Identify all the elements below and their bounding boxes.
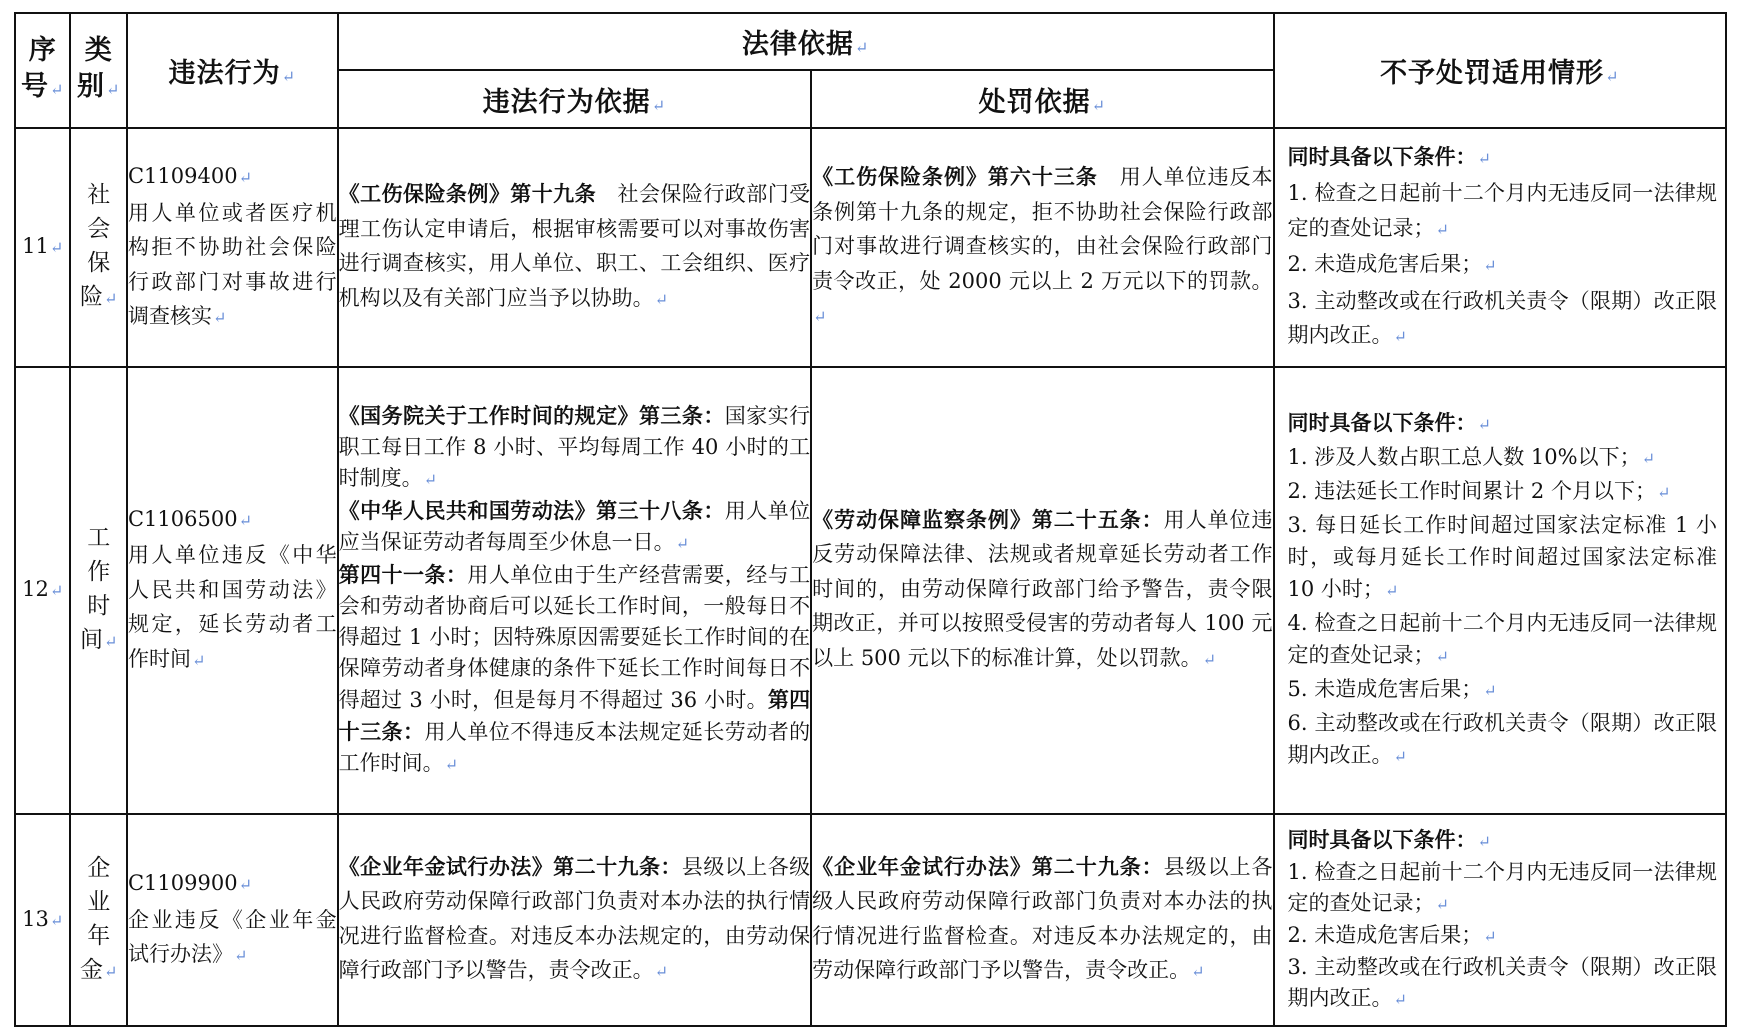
row-seq: 13↵ xyxy=(15,814,70,1026)
header-seq: 序号↵ xyxy=(15,13,70,128)
row-conditions: 同时具备以下条件：↵ 1. 检查之日起前十二个月内无违反同一法律规定的查处记录；↵ 2. 未造成危害后果；↵ 3. 主动整改或在行政机关责令（限期）改正限期内改正。↵ xyxy=(1274,814,1726,1026)
table-row xyxy=(15,128,1726,367)
violation-code: C1109900 xyxy=(127,871,238,896)
header-violation: 违法行为↵ xyxy=(127,13,338,128)
header-no-penalty: 不予处罚适用情形↵ xyxy=(1274,13,1726,128)
row-category: 工 作 时 间↵ xyxy=(70,367,127,814)
table-row xyxy=(15,814,1726,1026)
row-penalty-basis: 《工伤保险条例》第六十三条 用人单位违反本条例第十九条的规定，拒不协助社会保险行政部门对事故进行调查核实的，由社会保险行政部门责令改正，处 2000 元以上 2 万元以下的罚款。↵ xyxy=(811,128,1273,367)
header-category: 类别↵ xyxy=(70,13,127,128)
row-seq: 12↵ xyxy=(15,367,70,814)
row-penalty-basis: 《企业年金试行办法》第二十九条：县级以上各级人民政府劳动保障行政部门负责对本办法的执行情况进行监督检查。对违反本办法规定的，由劳动保障行政部门予以警告，责令改正。↵ xyxy=(811,814,1273,1026)
row-category: 社 会 保 险↵ xyxy=(70,128,127,367)
row-violation: C1109900↵ 企业违反《企业年金试行办法》↵ xyxy=(127,814,338,1026)
row-violation: C1109400↵ 用人单位或者医疗机构拒不协助社会保险行政部门对事故进行调查核实↵ xyxy=(127,128,338,367)
row-seq: 11↵ xyxy=(15,128,70,367)
violation-text: 用人单位违反《中华人民共和国劳动法》规定，延长劳动者工作时间 xyxy=(127,543,337,671)
header-violation-basis: 违法行为依据↵ xyxy=(338,70,811,128)
table-row xyxy=(15,367,1726,814)
row-violation-basis: 《国务院关于工作时间的规定》第三条：国家实行职工每日工作 8 小时、平均每周工作 40 小时的工时制度。↵ 《中华人民共和国劳动法》第三十八条：用人单位应当保证劳动者每周至少休息一日。↵ 第四十一条：用人单位由于生产经营需要，经与工会和劳动者协商后可以延长工作时间，一般每日不得超过 1 小时；因特殊原因需要延长工作时间的在保障劳动者身体健康的条件下延长工作时间每日不得超过 3 小时，但是每月不得超过 36 小时。第四十三条：用人单位不得违反本法规定延长劳动者的工作时间。↵ xyxy=(338,367,811,814)
row-violation-basis: 《工伤保险条例》第十九条 社会保险行政部门受理工伤认定申请后，根据审核需要可以对事故伤害进行调查核实，用人单位、职工、工会组织、医疗机构以及有关部门应当予以协助。↵ xyxy=(338,128,811,367)
row-violation: C1106500↵ 用人单位违反《中华人民共和国劳动法》规定，延长劳动者工作时间↵ xyxy=(127,367,338,814)
row-conditions: 同时具备以下条件：↵ 1. 检查之日起前十二个月内无违反同一法律规定的查处记录；↵ 2. 未造成危害后果；↵ 3. 主动整改或在行政机关责令（限期）改正限期内改正。↵ xyxy=(1274,128,1726,367)
header-penalty-basis: 处罚依据↵ xyxy=(811,70,1273,128)
violation-code: C1106500 xyxy=(127,506,238,531)
penalty-table xyxy=(14,12,1727,1027)
row-violation-basis: 《企业年金试行办法》第二十九条：县级以上各级人民政府劳动保障行政部门负责对本办法的执行情况进行监督检查。对违反本办法规定的，由劳动保障行政部门予以警告，责令改正。↵ xyxy=(338,814,811,1026)
violation-code: C1109400 xyxy=(127,164,238,189)
row-conditions: 同时具备以下条件：↵ 1. 涉及人数占职工总人数 10%以下；↵ 2. 违法延长工作时间累计 2 个月以下；↵ 3. 每日延长工作时间超过国家法定标准 1 小时，或每月延长工作时间超过国家法定标准 10 小时；↵ 4. 检查之日起前十二个月内无违反同一法律规定的查处记录；↵ 5. 未造成危害后果；↵ 6. 主动整改或在行政机关责令（限期）改正限期内改正。↵ xyxy=(1274,367,1726,814)
violation-text: 用人单位或者医疗机构拒不协助社会保险行政部门对事故进行调查核实 xyxy=(127,200,337,329)
row-category: 企 业 年 金↵ xyxy=(70,814,127,1026)
violation-text: 企业违反《企业年金试行办法》 xyxy=(127,907,337,967)
row-penalty-basis: 《劳动保障监察条例》第二十五条：用人单位违反劳动保障法律、法规或者规章延长劳动者工作时间的，由劳动保障行政部门给予警告，责令限期改正，并可以按照受侵害的劳动者每人 100 元以上 500 元以下的标准计算，处以罚款。↵ xyxy=(811,367,1273,814)
header-legal-basis: 法律依据↵ xyxy=(338,13,1274,70)
